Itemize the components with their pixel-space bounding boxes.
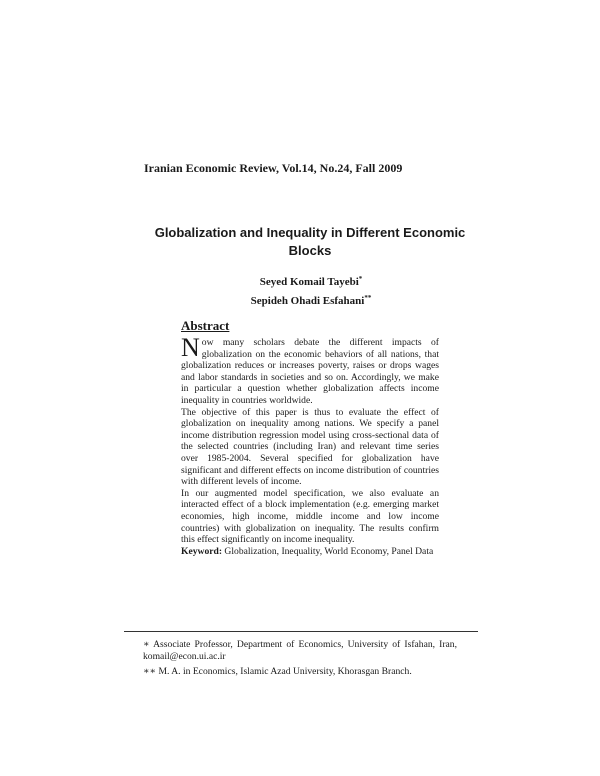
keywords-text: Globalization, Inequality, World Economy, Panel Data: [222, 545, 434, 557]
footnote-2: ∗∗ M. A. in Economics, Islamic Azad University, Khorasgan Branch.: [143, 665, 412, 677]
abstract-heading: Abstract: [181, 318, 230, 333]
abstract-paragraph-1-text: ow many scholars debate the different impacts of globalization on the economic behaviors of all nations, that globalization reduces or increases poverty, raises or drops wages and labor standards in societies and so on. Accordingly, we make in particular a question whether globalization affects income inequality in countries worldwide.: [181, 337, 439, 406]
abstract-paragraph-3: In our augmented model specification, we also evaluate an interacted effect of a block implementation (e.g. emerging market economies, high income, middle income and low income countries) with globalization on inequality. The results confirm this effect significantly on income inequality.: [181, 487, 439, 546]
footnote-1: ∗ Associate Professor, Department of Economics, University of Isfahan, Iran, komail@econ.ui.ac.ir: [143, 639, 457, 663]
journal-header: Iranian Economic Review, Vol.14, No.24, Fall 2009: [144, 161, 403, 175]
footnotes: [143, 639, 457, 678]
author-1-name: Seyed Komail Tayebi: [259, 276, 359, 288]
drop-cap: N: [181, 333, 200, 362]
abstract-paragraph-1: [181, 333, 439, 407]
author-2-footnote-mark: **: [364, 294, 372, 302]
author-2: [200, 292, 422, 311]
author-1: [200, 273, 422, 292]
author-list: [200, 273, 422, 311]
author-1-footnote-mark: *: [358, 275, 363, 283]
footnote-divider: [124, 631, 478, 632]
abstract-paragraph-2: The objective of this paper is thus to evaluate the effect of globalization on inequality among nations. We specify a panel income distribution regression model using cross-sectional data of the selected countries (including Iran) and relevant time series over 1985-2004. Several specified for globalization have significant and different effects on income distribution of countries with different levels of income.: [181, 406, 439, 488]
abstract-section: [181, 318, 439, 557]
paper-title: Globalization and Inequality in Different Economic Blocks: [154, 225, 466, 258]
keywords-label: Keyword:: [181, 545, 223, 557]
keywords-line: [181, 546, 439, 558]
author-2-name: Sepideh Ohadi Esfahani: [250, 295, 365, 307]
